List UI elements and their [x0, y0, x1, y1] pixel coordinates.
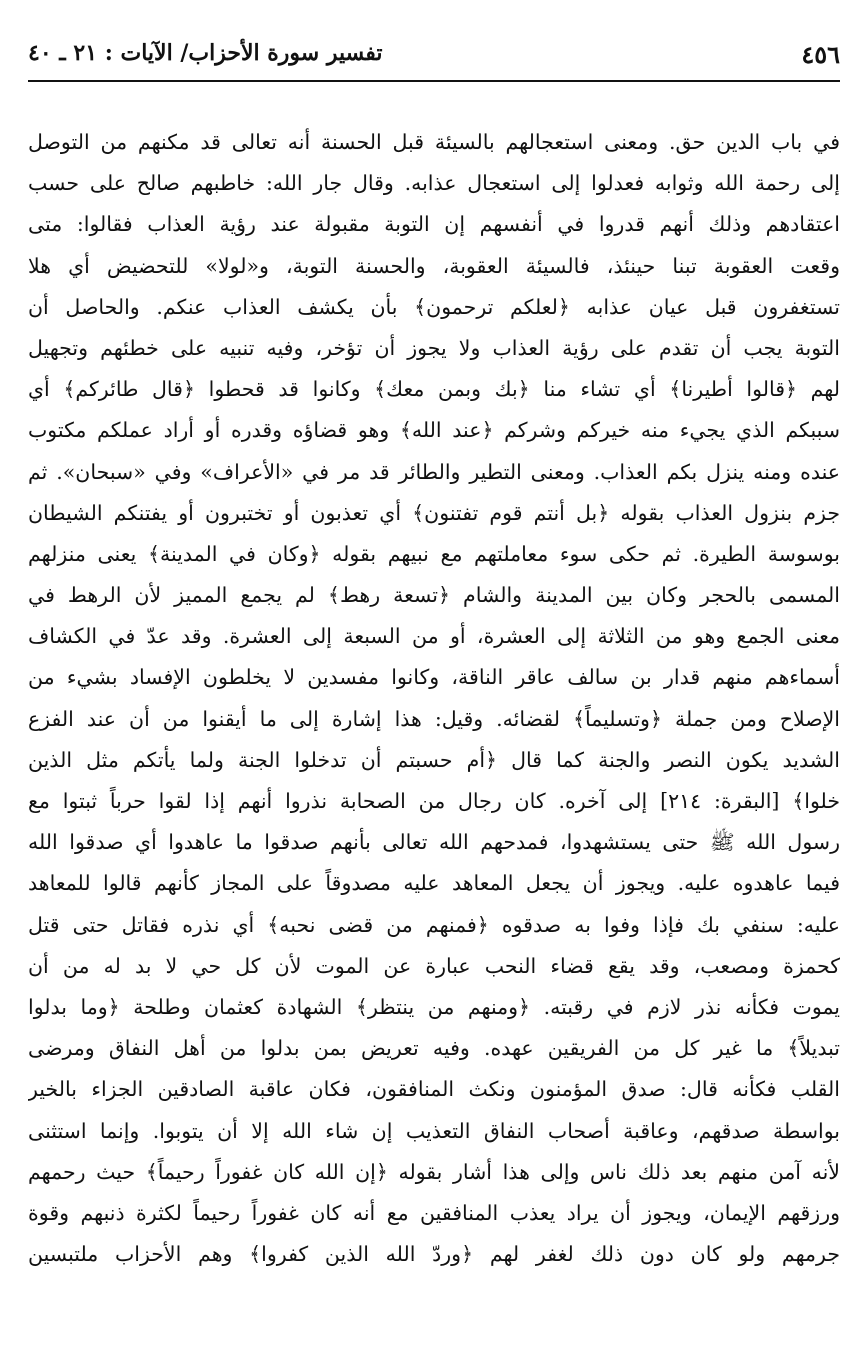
text-line: فيما عاهدوه عليه. ويجوز أن يجعل المعاهد عليه مصدوقاً على المجاز كأنهم قالوا للمعاهد	[28, 871, 840, 896]
text-line: عليه: سنفي بك فإذا وفوا به صدقوه ﴿فمنهم من قضى نحبه﴾ أي نذره فقاتل حتى قتل	[28, 912, 840, 937]
text-line: لأنه آمن منهم بعد ذلك ناس وإلى هذا أشار بقوله ﴿إن الله كان غفوراً رحيماً﴾ حيث رحمهم	[28, 1159, 840, 1184]
text-line: جزم بنزول العذاب بقوله ﴿بل أنتم قوم تفتنون﴾ أي تعذبون أو تختبرون أو يفتنكم الشيطان	[28, 500, 840, 525]
text-line: معنى الجمع وهو من الثلاثة إلى العشرة، أو من السبعة إلى العشرة. وقد عدّ في الكشاف	[28, 624, 840, 649]
text-line: إلى رحمة الله وثوابه فعدلوا إلى استعجال عذابه. وقال جار الله: خاطبهم صالح على حسب	[28, 171, 840, 196]
text-line: بواسطة صدقهم، وعاقبة أصحاب النفاق التعذيب إن شاء الله إلا أن يتوبوا. وإنما استثنى	[28, 1118, 840, 1143]
text-line: الشديد يكون النصر والجنة كما قال ﴿أم حسبتم أن تدخلوا الجنة ولما يأتكم مثل الذين	[28, 747, 840, 772]
text-line: كحمزة ومصعب، وقد يقع قضاء النحب عبارة عن الموت لأن كل حي لا بد له من أن	[28, 953, 840, 978]
page-number: ٤٥٦	[801, 40, 840, 69]
body-text	[28, 122, 840, 1275]
text-line: الإصلاح ومن جملة ﴿وتسليماً﴾ لقضائه. وقيل: هذا إشارة إلى ما أيقنوا من أن عند الفزع	[28, 706, 840, 731]
text-line: تستغفرون قبل عيان عذابه ﴿لعلكم ترحمون﴾ بأن يكشف العذاب عنكم. والحاصل أن	[28, 294, 840, 319]
text-line: اعتقادهم وذلك أنهم قدروا في أنفسهم إن التوبة مقبولة عند رؤية العذاب فقالوا: متى	[28, 212, 840, 237]
text-line: لهم ﴿قالوا أطيرنا﴾ أي تشاء منا ﴿بك وبمن معك﴾ وكانوا قد قحطوا ﴿قال طائركم﴾ أي	[28, 377, 840, 402]
text-line: في باب الدين حق. ومعنى استعجالهم بالسيئة قبل الحسنة أنه تعالى قد مكنهم من التوصل	[28, 130, 840, 154]
text-line: يموت فكأنه نذر لازم في رقبته. ﴿ومنهم من ينتظر﴾ الشهادة كعثمان وطلحة ﴿وما بدلوا	[28, 994, 840, 1019]
text-line: رسول الله ﷺ حتى يستشهدوا، فمدحهم الله تعالى بأنهم صدقوا ما عاهدوا أي صدقوا الله	[28, 830, 840, 855]
text-line: خلوا﴾ [البقرة: ٢١٤] إلى آخره. كان رجال من الصحابة نذروا أنهم إذا لقوا حرباً ثبتوا مع	[28, 789, 840, 813]
text-line: سببكم الذي يجيء منه خيركم وشركم ﴿عند الله﴾ وهو قضاؤه وقدره أو أراد عملكم مكتوب	[28, 418, 840, 443]
book-page	[28, 30, 840, 1340]
text-line: القلب فكأنه قال: صدق المؤمنون ونكث المنافقون، فكان عاقبة الصادقين الجزاء بالخير	[28, 1077, 840, 1102]
text-line: عنده ومنه ينزل بكم العذاب. ومعنى التطير والطائر قد مر في «الأعراف» وفي «سبحان». ثم	[28, 459, 840, 484]
text-line: أسماءهم منهم قدار بن سالف عاقر الناقة، وكانوا مفسدين لا يخلطون الإفساد بشيء من	[28, 665, 840, 690]
text-line: وقعت العقوبة تبنا حينئذ، فالسيئة العقوبة، والحسنة التوبة، و«لولا» للتحضيض أي هلا	[28, 253, 840, 278]
text-line: التوبة يجب أن تقدم على رؤية العذاب ولا يجوز أن تؤخر، وفيه تنبيه على خطئهم وتجهيل	[28, 335, 840, 360]
text-line: المسمى بالحجر وكان بين المدينة والشام ﴿تسعة رهط﴾ لم يجمع المميز لأن الرهط في	[28, 583, 840, 608]
page-header	[28, 30, 840, 82]
text-line: تبديلاً﴾ ما غير كل من الفريقين عهده. وفيه تعريض بمن بدلوا من أهل النفاق ومرضى	[28, 1036, 840, 1061]
text-line: بوسوسة الطيرة. ثم حكى سوء معاملتهم مع نبيهم بقوله ﴿وكان في المدينة﴾ يعنى منزلهم	[28, 541, 840, 566]
text-line: جرمهم ولو كان دون ذلك لغفر لهم ﴿وردّ الله الذين كفروا﴾ وهم الأحزاب ملتبسين	[28, 1242, 840, 1267]
running-title: تفسير سورة الأحزاب/ الآيات : ٢١ ـ ٤٠	[28, 40, 383, 66]
text-line: ورزقهم الإيمان، ويجوز أن يراد يعذب المنافقين مع أنه كان غفوراً رحيماً لكثرة ذنبهم وقوة	[28, 1200, 840, 1225]
